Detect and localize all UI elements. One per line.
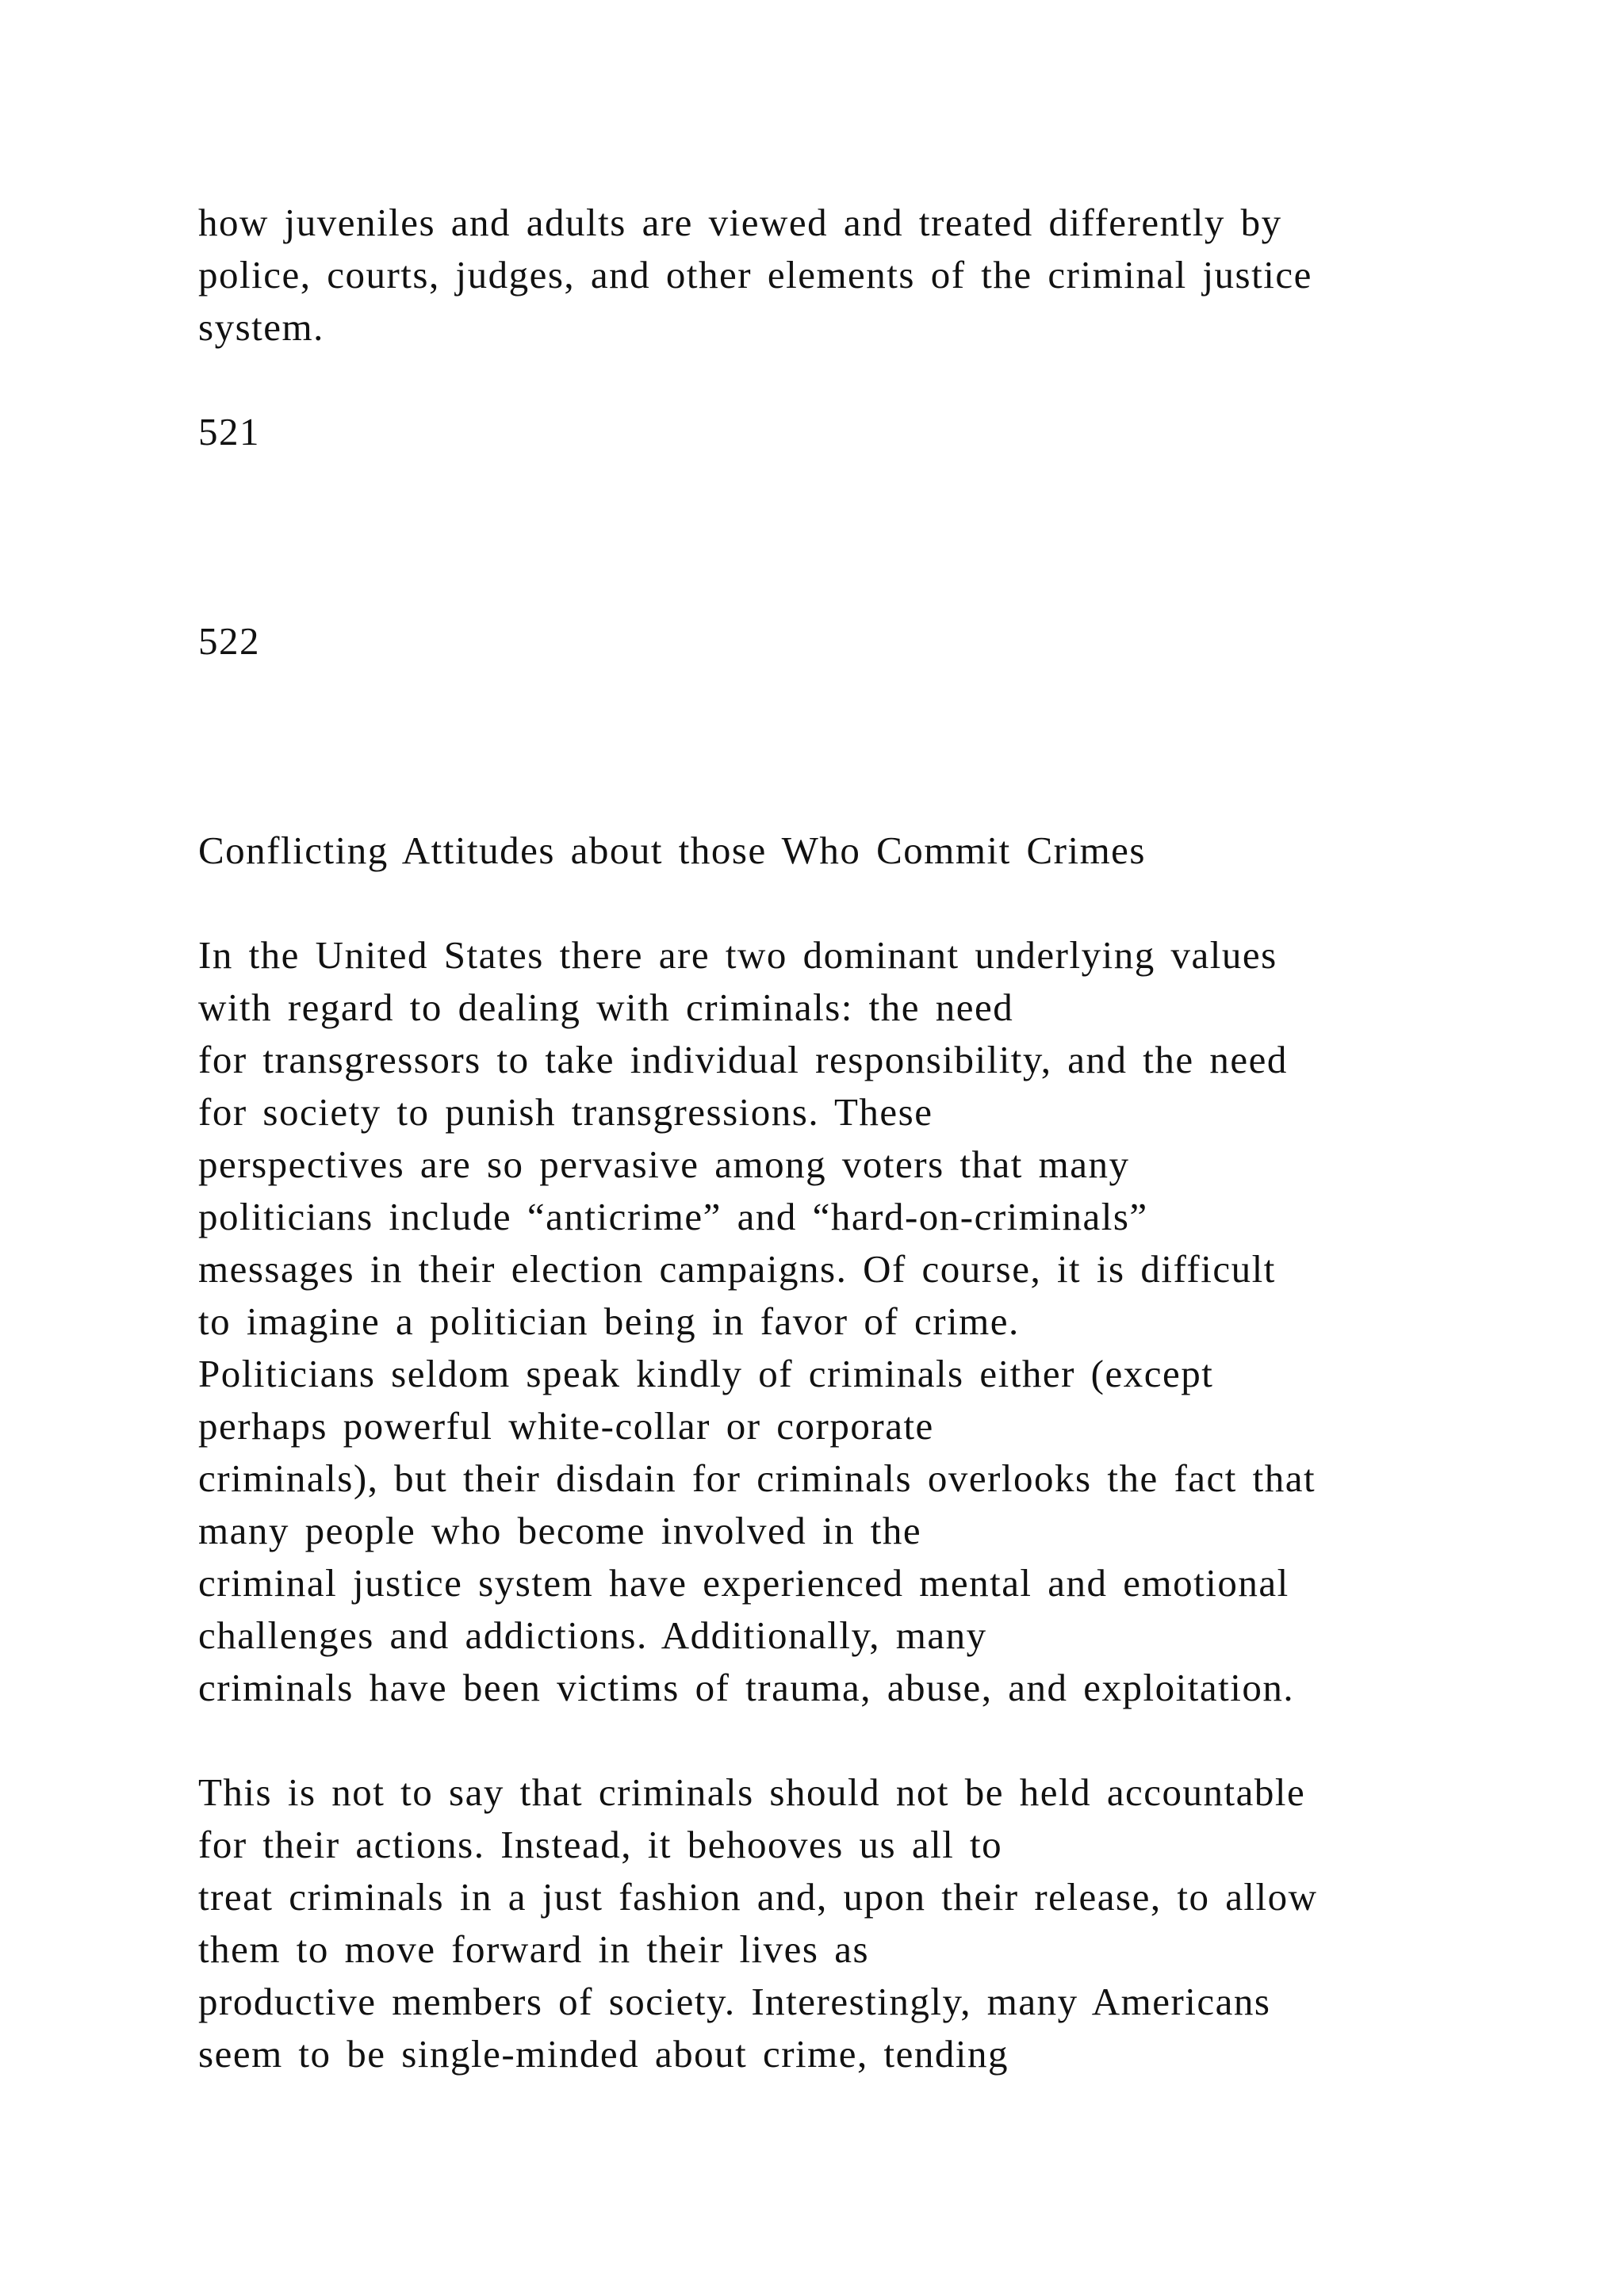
paragraph-1-line: challenges and addictions. Additionally, many <box>198 1613 987 1657</box>
page-number: 521 <box>198 410 260 453</box>
paragraph-1-line: perspectives are so pervasive among voters that many <box>198 1142 1130 1186</box>
paragraph-2-line: This is not to say that criminals should not be held accountable <box>198 1770 1306 1814</box>
paragraph-1-line: criminals), but their disdain for criminals overlooks the fact that <box>198 1456 1316 1500</box>
paragraph-1-line: to imagine a politician being in favor of crime. <box>198 1299 1020 1343</box>
paragraph-2-line: treat criminals in a just fashion and, upon their release, to allow <box>198 1875 1318 1919</box>
section-heading: Conflicting Attitudes about those Who Commit Crimes <box>198 828 1146 872</box>
paragraph-1-line: with regard to dealing with criminals: the need <box>198 985 1014 1029</box>
paragraph-1-line: criminal justice system have experienced mental and emotional <box>198 1561 1289 1605</box>
paragraph-1-line: for society to punish transgressions. These <box>198 1090 933 1134</box>
intro-line: system. <box>198 305 324 349</box>
paragraph-1-line: criminals have been victims of trauma, abuse, and exploitation. <box>198 1666 1295 1709</box>
paragraph-2-line: them to move forward in their lives as <box>198 1927 870 1971</box>
intro-line: how juveniles and adults are viewed and treated differently by <box>198 201 1282 244</box>
paragraph-2-line: seem to be single-minded about crime, tending <box>198 2032 1009 2076</box>
intro-line: police, courts, judges, and other elements of the criminal justice <box>198 253 1312 297</box>
paragraph-1-line: Politicians seldom speak kindly of criminals either (except <box>198 1352 1214 1395</box>
paragraph-1-line: for transgressors to take individual responsibility, and the need <box>198 1038 1288 1081</box>
paragraph-2-line: for their actions. Instead, it behooves us all to <box>198 1823 1003 1866</box>
paragraph-2-line: productive members of society. Interestingly, many Americans <box>198 1980 1271 2023</box>
paragraph-1-line: messages in their election campaigns. Of course, it is difficult <box>198 1247 1276 1291</box>
paragraph-1-line: In the United States there are two dominant underlying values <box>198 933 1277 977</box>
paragraph-1-line: politicians include “anticrime” and “hard-on-criminals” <box>198 1195 1148 1238</box>
paragraph-1-line: perhaps powerful white-collar or corporate <box>198 1404 934 1448</box>
page-number: 522 <box>198 619 260 663</box>
paragraph-1-line: many people who become involved in the <box>198 1509 922 1552</box>
